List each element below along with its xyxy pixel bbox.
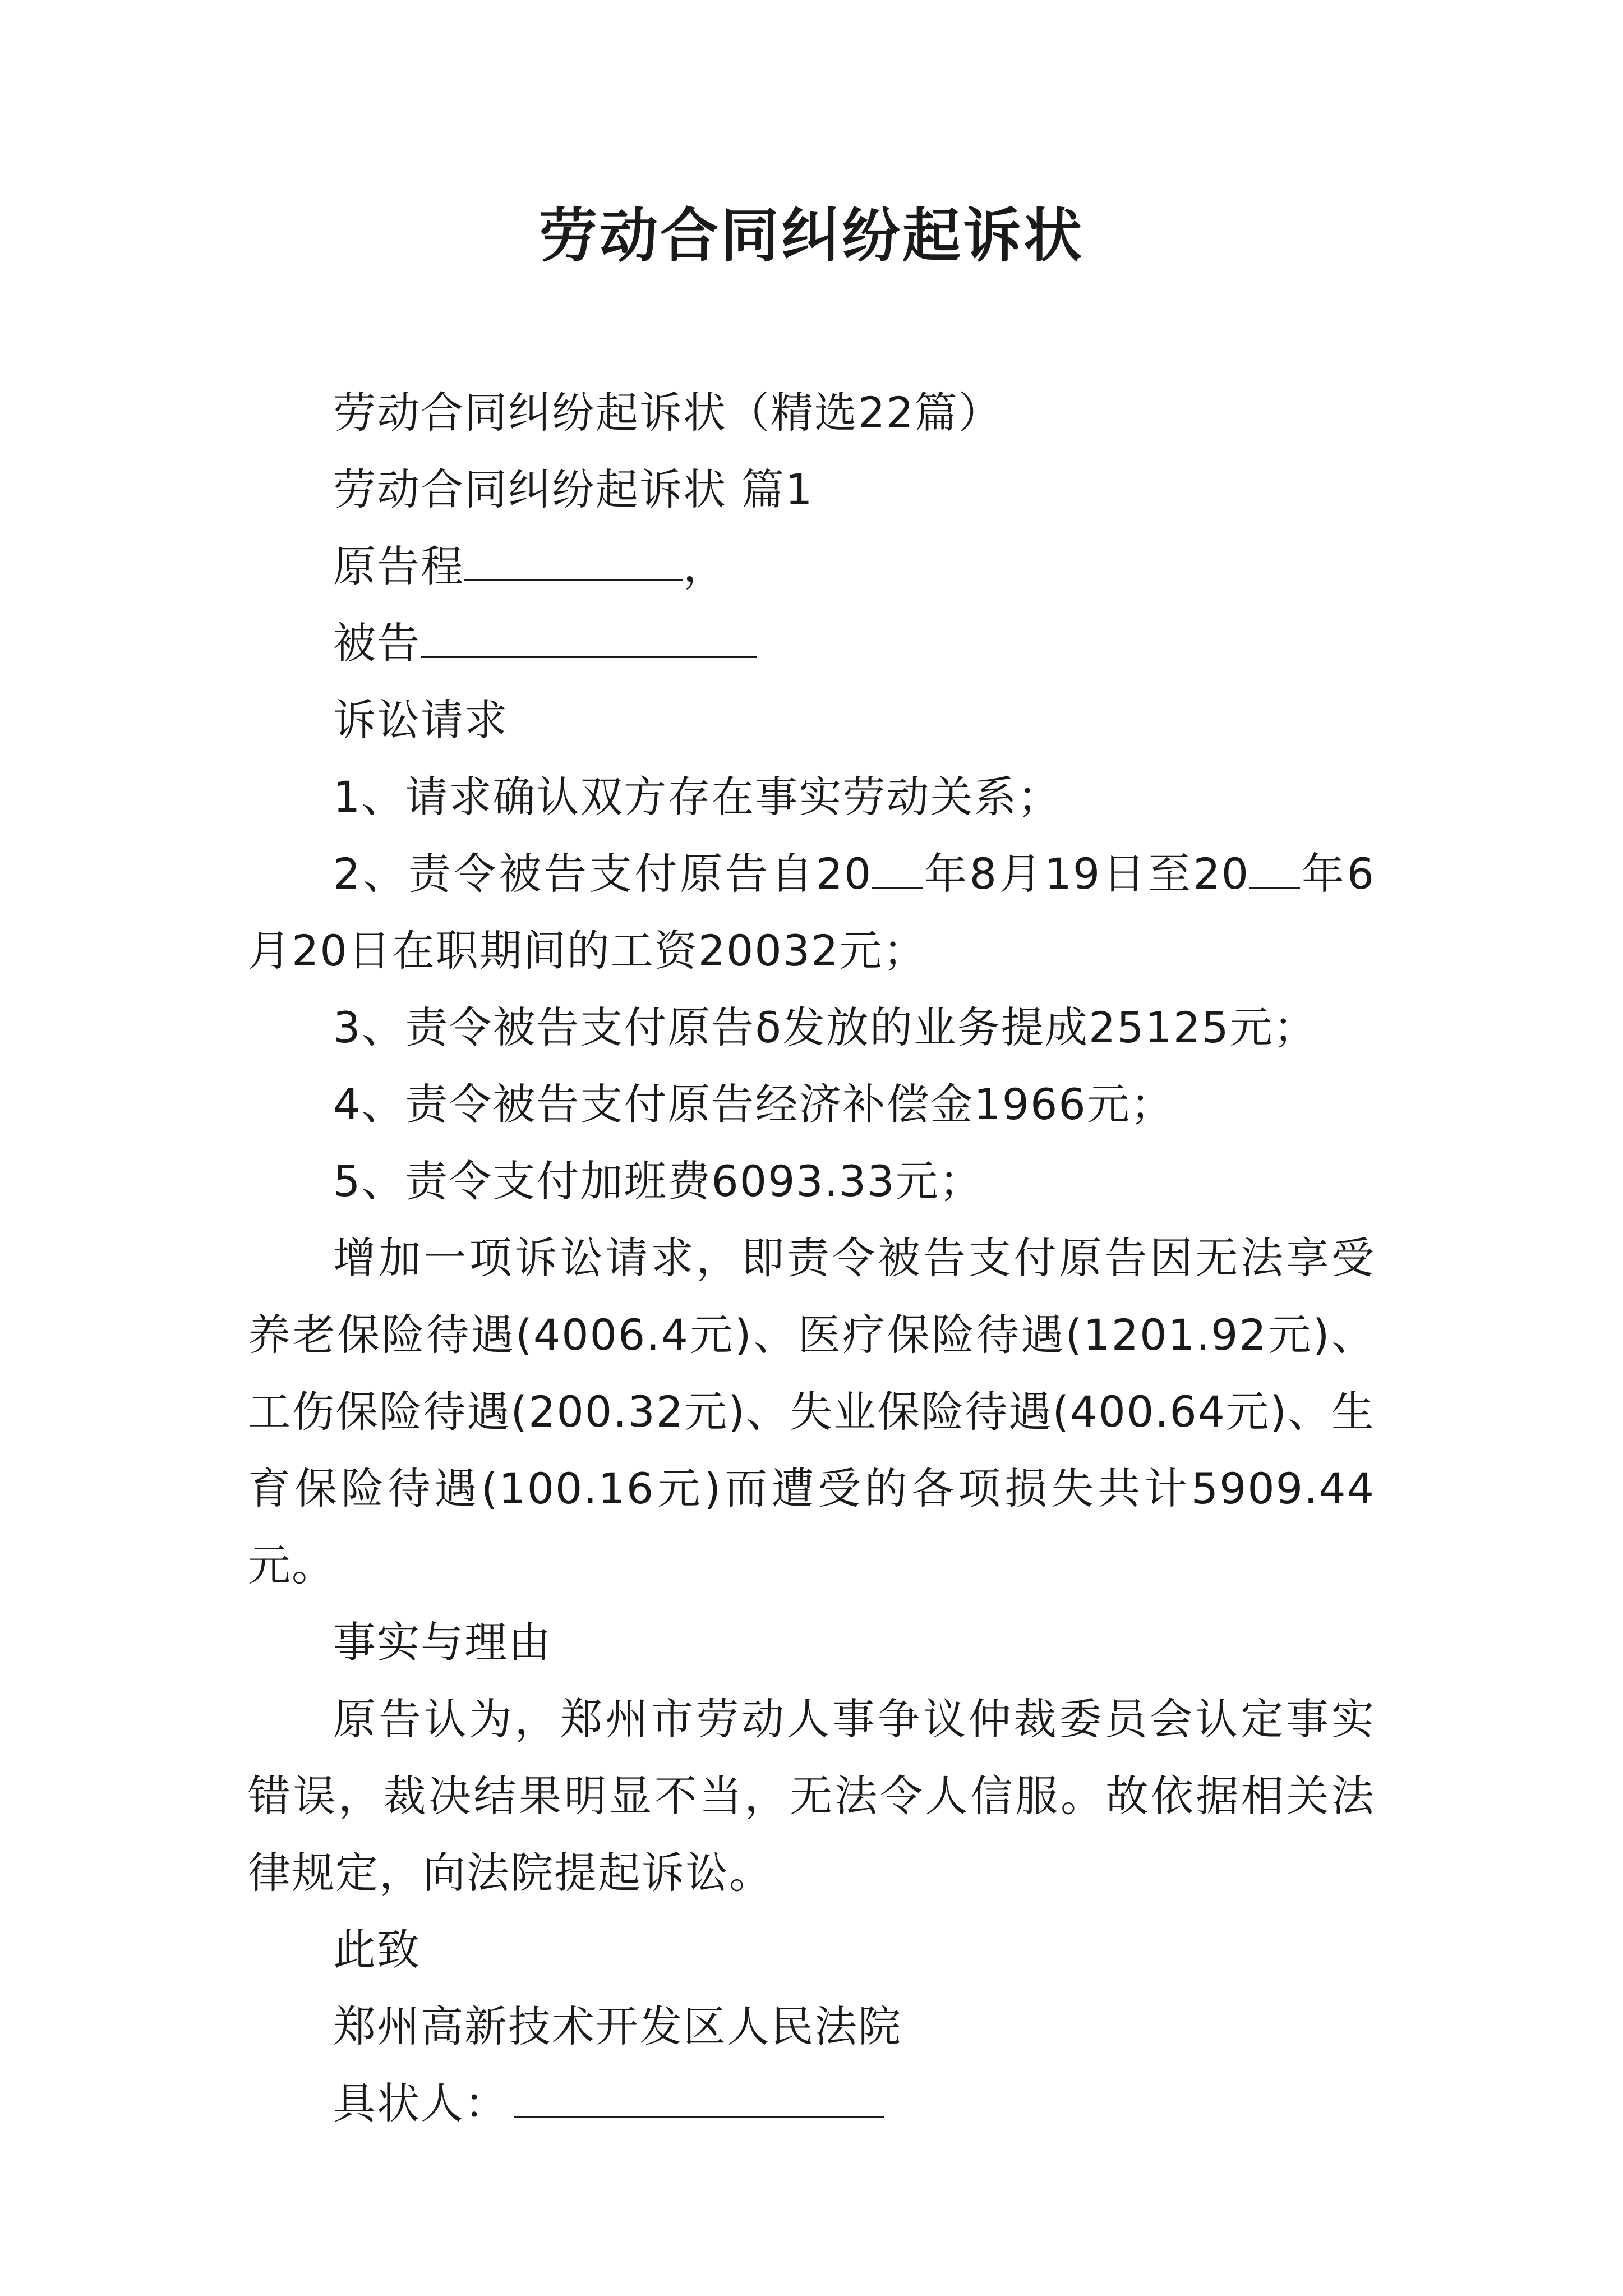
claim-4: 4、责令被告支付原告经济补偿金1966元；: [333, 1079, 1174, 1129]
claim-5: 5、责令支付加班费6093.33元；: [333, 1156, 983, 1206]
claim-3: 3、责令被告支付原告δ发放的业务提成25125元；: [333, 1002, 1317, 1052]
signer-blank: [514, 2077, 884, 2118]
plaintiff-suffix: ，: [683, 541, 727, 591]
section-heading: 劳动合同纠纷起诉状 篇1: [333, 464, 814, 514]
closing: 此致: [333, 1925, 421, 1975]
claim-2-part-c: 年6月20日在职期间的工资20032元；: [248, 849, 1375, 976]
plaintiff-label: 原告程: [333, 541, 464, 591]
year-blank: [1249, 848, 1300, 889]
facts-text: 原告认为，郑州市劳动人事争议仲裁委员会认定事实错误，裁决结果明显不当，无法令人信服。故依据相关法律规定，向法院提起诉讼。: [248, 1694, 1375, 1898]
signer-label: 具状人：: [333, 2078, 508, 2128]
defendant-line: [248, 605, 1375, 682]
defendant-name-blank: [421, 617, 757, 658]
claim-2: [248, 835, 1375, 989]
defendant-label: 被告: [333, 618, 421, 668]
signer-line: [248, 2065, 1375, 2142]
claims-heading: 诉讼请求: [333, 695, 508, 745]
additional-claim: 增加一项诉讼请求，即责令被告支付原告因无法享受养老保险待遇(4006.4元)、医疗保险待遇(1201.92元)、工伤保险待遇(200.32元)、失业保险待遇(400.64元)、生育保险待遇(100.16元)而遭受的各项损失共计5909.44元。: [248, 1233, 1375, 1590]
claim-1: 1、请求确认双方存在事实劳动关系；: [333, 772, 1062, 822]
court-name: 郑州高新技术开发区人民法院: [333, 2001, 902, 2051]
facts-heading: 事实与理由: [333, 1617, 552, 1667]
year-blank: [872, 848, 923, 889]
plaintiff-line: [248, 528, 1375, 605]
claim-2-part-a: 2、责令被告支付原告自20: [333, 849, 873, 899]
document-subtitle: 劳动合同纠纷起诉状（精选22篇）: [333, 388, 1002, 438]
document-title: 劳动合同纠纷起诉状: [538, 201, 1084, 270]
document-body: [248, 374, 1375, 2142]
plaintiff-name-blank: [464, 540, 683, 581]
claim-2-part-b: 年8月19日至20: [923, 849, 1250, 899]
